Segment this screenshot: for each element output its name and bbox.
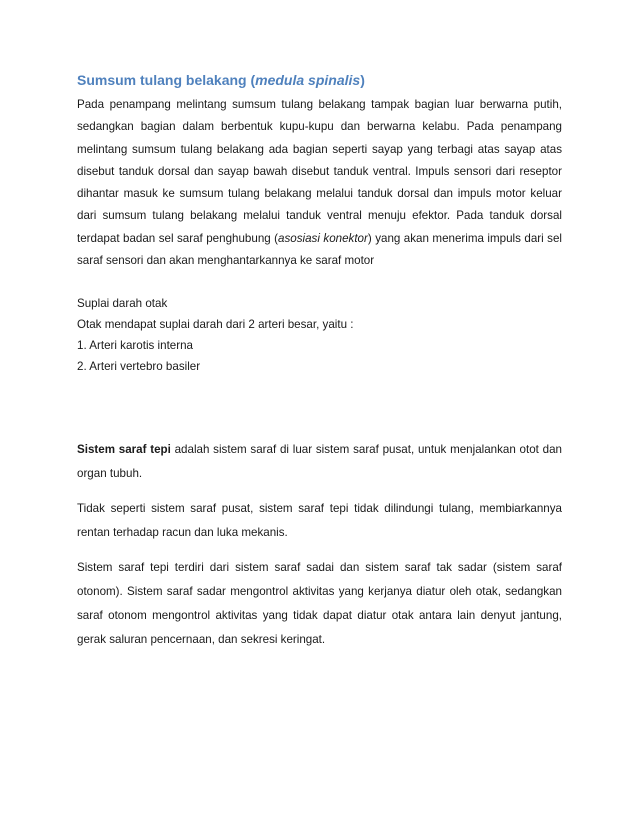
- paragraph-italic-term: asosiasi konektor: [278, 231, 368, 245]
- spacer: [77, 378, 562, 438]
- document-page: [77, 70, 562, 663]
- suplai-intro-text: Otak mendapat suplai darah dari 2 arteri besar, yaitu :: [77, 318, 354, 332]
- list-item: 2. Arteri vertebro basiler: [77, 359, 201, 373]
- section-heading-medula-spinalis: [77, 70, 562, 90]
- paragraph-medula-spinalis: [77, 94, 562, 272]
- subheading-suplai-darah: Suplai darah otak: [77, 297, 168, 311]
- bold-term: Sistem saraf tepi: [77, 442, 171, 456]
- heading-text: Sumsum tulang belakang (: [77, 72, 256, 88]
- paragraph-text-1: Pada penampang melintang sumsum tulang belakang tampak bagian luar berwarna putih, sedangkan bagian dalam berbentuk kupu-kupu dan berwarna kelabu. Pada penampang melintang sumsum tulang belakang ada bagian seperti sayap yang terbagi atas sayap atas disebut tanduk dorsal dan sayap bawah disebut tanduk ventral. Impuls sensori dari reseptor dihantar masuk ke sumsum tulang belakang melalui tanduk dorsal dan impuls motor keluar dari sumsum tulang belakang melalui tanduk ventral menuju efektor. Pada tanduk dorsal terdapat badan sel saraf penghubung (: [77, 98, 562, 245]
- heading-close-paren: ): [360, 72, 365, 88]
- paragraph-sistem-saraf-tepi-definition: [77, 438, 562, 486]
- list-item: 1. Arteri karotis interna: [77, 338, 193, 352]
- spacer: [77, 272, 562, 294]
- paragraph-sistem-saraf-tepi-types: Sistem saraf tepi terdiri dari sistem saraf sadai dan sistem saraf tak sadar (sistem saraf otonom). Sistem saraf sadar mengontrol aktivitas yang kerjanya diatur oleh otak, sedangkan saraf otonom mengontrol aktivitas yang tidak dapat diatur otak antara lain denyut jantung, gerak saluran pencernaan, dan sekresi keringat.: [77, 560, 562, 646]
- paragraph-text: adalah sistem saraf di luar sistem saraf pusat, untuk menjalankan otot dan organ tubuh.: [77, 442, 562, 480]
- paragraph-text-2: ) yang akan menerima impuls dari sel saraf sensori dan akan menghantarkannya ke saraf motor: [77, 231, 563, 268]
- paragraph-sistem-saraf-tepi-protection: Tidak seperti sistem saraf pusat, sistem saraf tepi tidak dilindungi tulang, membiarkannya rentan terhadap racun dan luka mekanis.: [77, 501, 562, 539]
- heading-italic-term: medula spinalis: [255, 72, 361, 88]
